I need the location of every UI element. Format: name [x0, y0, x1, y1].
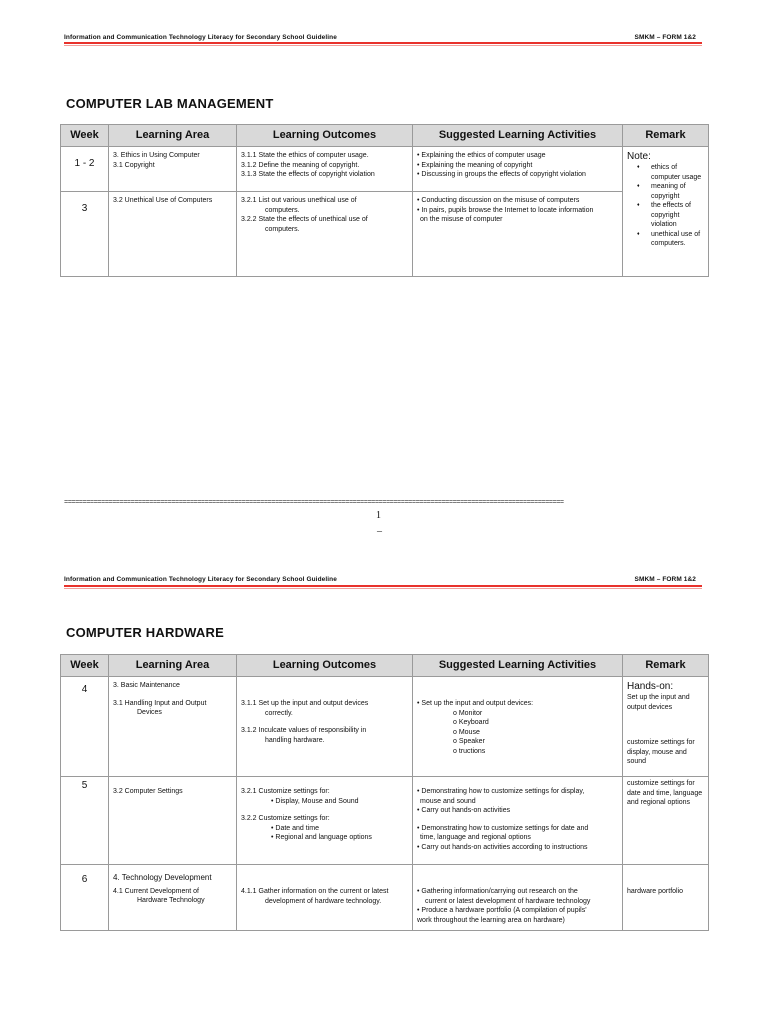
- note-list: [627, 163, 704, 249]
- hands-on-label: Hands-on:: [627, 681, 674, 692]
- table-row: [61, 677, 709, 777]
- week-cell: 1 - 2: [61, 147, 109, 192]
- col-remark: Remark: [623, 125, 709, 147]
- table-row: [61, 777, 709, 865]
- list-item: ♦ ethics of computer usage: [643, 163, 704, 182]
- table-row: [61, 865, 709, 931]
- outcomes-cell: 3.2.1 Customize settings for: • Display, Mouse and Sound 3.2.2 Customize settings for: • Date and time • Regional and language options: [237, 777, 413, 865]
- col-week: Week: [61, 655, 109, 677]
- activities-cell: • Gathering information/carrying out research on the current or latest development of hardware technology • Produce a hardware portfolio (A compilation of pupils' work throughout the learning area on hardware): [413, 865, 623, 931]
- col-activities: Suggested Learning Activities: [413, 655, 623, 677]
- table-row: [61, 192, 709, 277]
- week-cell: 3: [61, 192, 109, 277]
- lab-management-table: [60, 124, 709, 277]
- activities-cell: • Conducting discussion on the misuse of computers • In pairs, pupils browse the Internet to locate information on the misuse of computer: [413, 192, 623, 277]
- col-week: Week: [61, 125, 109, 147]
- table-header-row: [61, 655, 709, 677]
- header-rule-thin: [64, 45, 702, 46]
- remark-cell: [623, 147, 709, 277]
- table-row: [61, 147, 709, 192]
- header-rule-thin: [64, 588, 702, 589]
- list-item: ♦ meaning of copyright: [643, 182, 704, 201]
- activities-cell: • Set up the input and output devices: o Monitor o Keyboard o Mouse o Speaker o tructions: [413, 677, 623, 777]
- page-number-dash: –: [377, 526, 382, 537]
- col-learning-outcomes: Learning Outcomes: [237, 655, 413, 677]
- area-cell: 3. Ethics in Using Computer 3.1 Copyright: [109, 147, 237, 192]
- header-rule: [64, 42, 702, 44]
- col-learning-area: Learning Area: [109, 125, 237, 147]
- week-cell: 5: [61, 777, 109, 865]
- header-right: SMKM – FORM 1&2: [634, 576, 696, 583]
- remark-cell: Hands-on: Set up the input and output devices customize settings for display, mouse and sound: [623, 677, 709, 777]
- remark-cell: customize settings for date and time, language and regional options: [623, 777, 709, 865]
- col-remark: Remark: [623, 655, 709, 677]
- outcomes-cell: 3.1.1 State the ethics of computer usage. 3.1.2 Define the meaning of copyright. 3.1.3 State the effects of copyright violation: [237, 147, 413, 192]
- section-title: COMPUTER LAB MANAGEMENT: [66, 96, 274, 111]
- remark-cell: hardware portfolio: [623, 865, 709, 931]
- page-separator: =======================================================================================================================================: [64, 499, 564, 507]
- activities-cell: • Demonstrating how to customize settings for display, mouse and sound • Carry out hands-on activities • Demonstrating how to customize settings for date and time, language and regional options • Carry out hands-on activities according to instructions: [413, 777, 623, 865]
- hardware-table: [60, 654, 709, 931]
- area-cell: 3.2 Unethical Use of Computers: [109, 192, 237, 277]
- table-header-row: [61, 125, 709, 147]
- activities-cell: • Explaining the ethics of computer usage • Explaining the meaning of copyright • Discussing in groups the effects of copyright violation: [413, 147, 623, 192]
- week-cell: 4: [61, 677, 109, 777]
- col-learning-area: Learning Area: [109, 655, 237, 677]
- header-rule: [64, 585, 702, 587]
- area-cell: 4. Technology Development 4.1 Current Development of Hardware Technology: [109, 865, 237, 931]
- col-activities: Suggested Learning Activities: [413, 125, 623, 147]
- note-label: Note:: [627, 151, 651, 162]
- header-left: Information and Communication Technology Literacy for Secondary School Guideline: [64, 34, 337, 41]
- list-item: ♦ the effects of copyright violation: [643, 201, 704, 230]
- outcomes-cell: 4.1.1 Gather information on the current or latest development of hardware technology.: [237, 865, 413, 931]
- area-cell: 3.2 Computer Settings: [109, 777, 237, 865]
- section-title: COMPUTER HARDWARE: [66, 625, 224, 640]
- col-learning-outcomes: Learning Outcomes: [237, 125, 413, 147]
- header-left: Information and Communication Technology Literacy for Secondary School Guideline: [64, 576, 337, 583]
- page-number: 1: [376, 510, 381, 521]
- outcomes-cell: 3.1.1 Set up the input and output devices correctly. 3.1.2 Inculcate values of responsibility in handling hardware.: [237, 677, 413, 777]
- week-cell: 6: [61, 865, 109, 931]
- area-cell: 3. Basic Maintenance 3.1 Handling Input and Output Devices: [109, 677, 237, 777]
- list-item: ♦ unethical use of computers.: [643, 230, 704, 249]
- header-right: SMKM – FORM 1&2: [634, 34, 696, 41]
- outcomes-cell: 3.2.1 List out various unethical use of computers. 3.2.2 State the effects of unethical use of computers.: [237, 192, 413, 277]
